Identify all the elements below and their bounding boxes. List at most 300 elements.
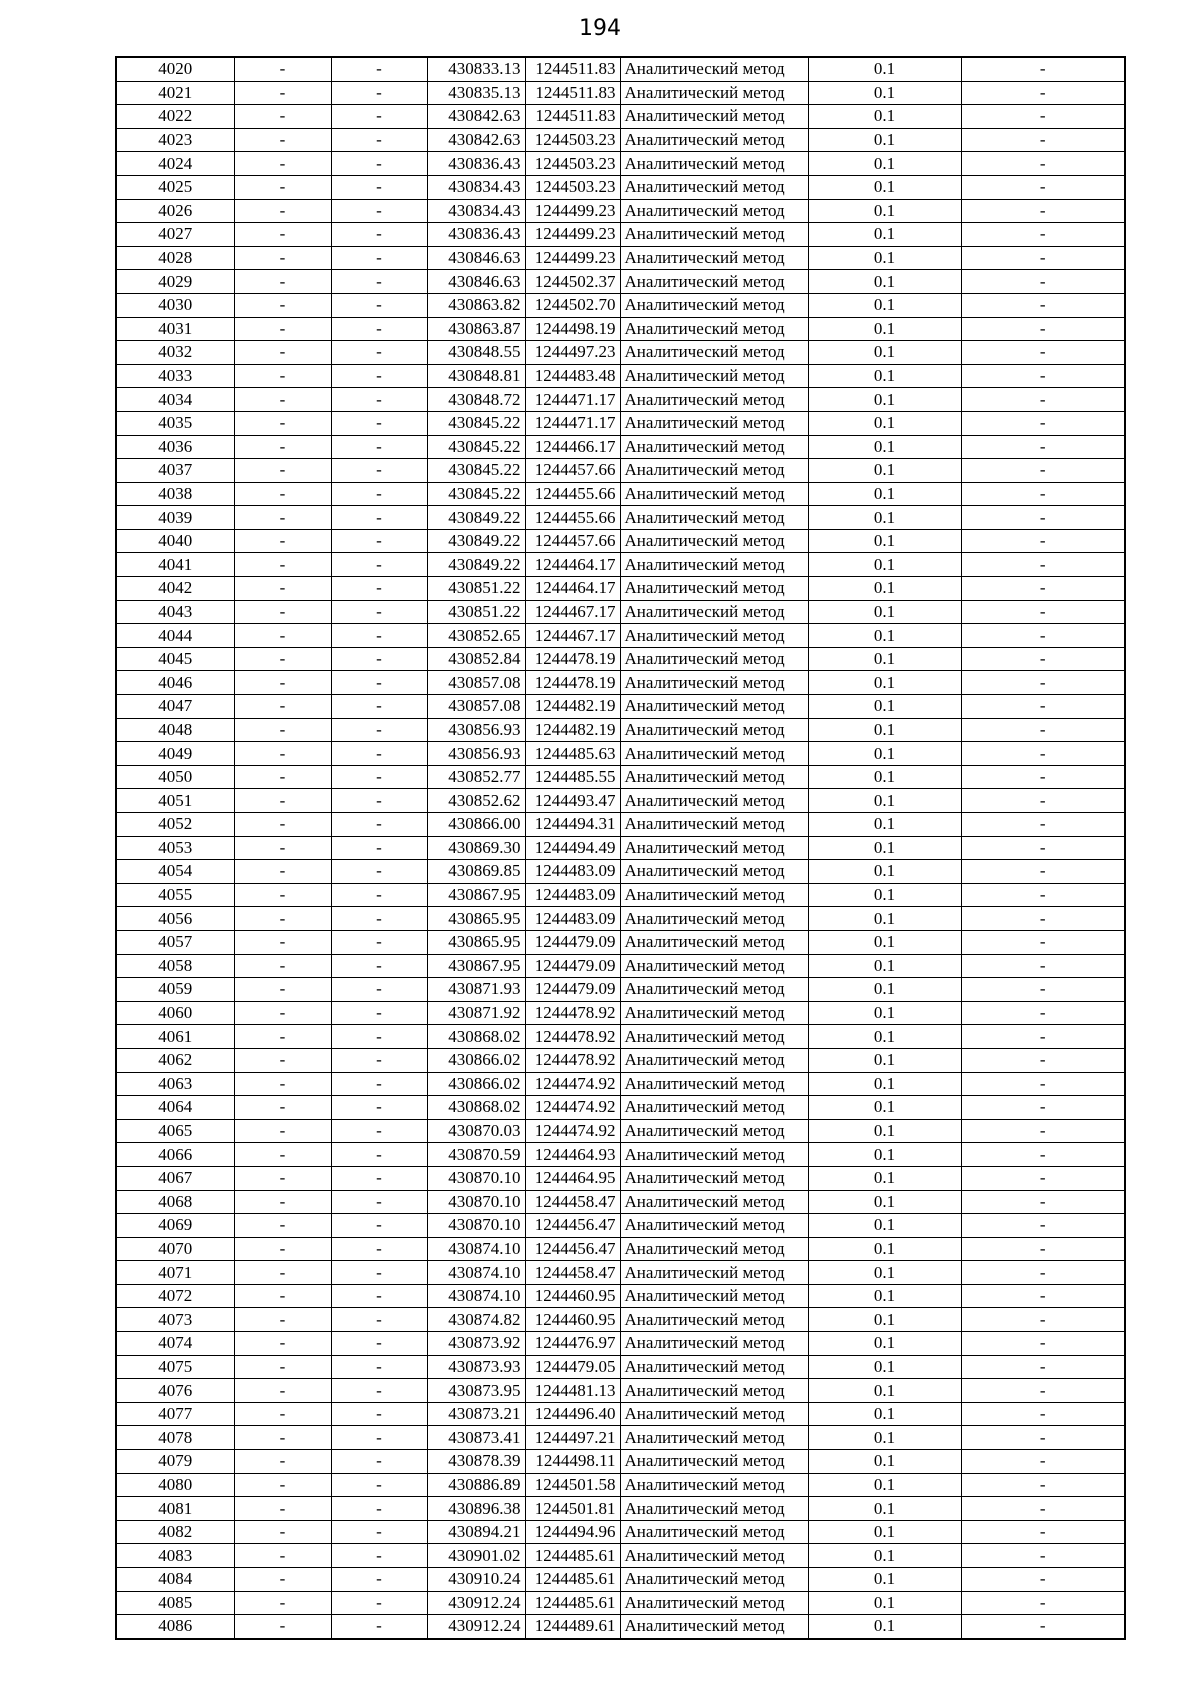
y-coordinate-cell: 1244455.66	[525, 482, 620, 506]
empty-dash-cell: -	[961, 270, 1125, 294]
empty-dash-cell: -	[961, 1261, 1125, 1285]
y-coordinate-cell: 1244464.95	[525, 1166, 620, 1190]
table-row	[116, 341, 1125, 365]
x-coordinate-cell: 430874.10	[427, 1284, 525, 1308]
accuracy-cell: 0.1	[808, 223, 961, 247]
y-coordinate-cell: 1244501.58	[525, 1473, 620, 1497]
x-coordinate-cell: 430878.39	[427, 1450, 525, 1474]
empty-dash-cell: -	[961, 647, 1125, 671]
x-coordinate-cell: 430846.63	[427, 270, 525, 294]
point-number-cell: 4070	[116, 1237, 234, 1261]
empty-dash-cell: -	[961, 1119, 1125, 1143]
y-coordinate-cell: 1244479.09	[525, 978, 620, 1002]
empty-dash-cell: -	[234, 1190, 331, 1214]
empty-dash-cell: -	[961, 506, 1125, 530]
empty-dash-cell: -	[331, 105, 427, 129]
empty-dash-cell: -	[961, 1426, 1125, 1450]
table-row	[116, 128, 1125, 152]
table-row	[116, 954, 1125, 978]
accuracy-cell: 0.1	[808, 317, 961, 341]
x-coordinate-cell: 430866.02	[427, 1048, 525, 1072]
empty-dash-cell: -	[234, 388, 331, 412]
method-cell: Аналитический метод	[620, 1379, 808, 1403]
empty-dash-cell: -	[331, 1332, 427, 1356]
accuracy-cell: 0.1	[808, 1214, 961, 1238]
x-coordinate-cell: 430849.22	[427, 529, 525, 553]
method-cell: Аналитический метод	[620, 152, 808, 176]
empty-dash-cell: -	[961, 1473, 1125, 1497]
empty-dash-cell: -	[234, 1402, 331, 1426]
method-cell: Аналитический метод	[620, 1096, 808, 1120]
empty-dash-cell: -	[331, 978, 427, 1002]
empty-dash-cell: -	[234, 1237, 331, 1261]
empty-dash-cell: -	[234, 600, 331, 624]
method-cell: Аналитический метод	[620, 907, 808, 931]
x-coordinate-cell: 430835.13	[427, 81, 525, 105]
empty-dash-cell: -	[234, 57, 331, 81]
table-row	[116, 459, 1125, 483]
empty-dash-cell: -	[234, 199, 331, 223]
method-cell: Аналитический метод	[620, 978, 808, 1002]
table-row	[116, 883, 1125, 907]
empty-dash-cell: -	[961, 1591, 1125, 1615]
accuracy-cell: 0.1	[808, 1261, 961, 1285]
y-coordinate-cell: 1244483.09	[525, 860, 620, 884]
empty-dash-cell: -	[331, 1308, 427, 1332]
x-coordinate-cell: 430852.84	[427, 647, 525, 671]
method-cell: Аналитический метод	[620, 1402, 808, 1426]
point-number-cell: 4055	[116, 883, 234, 907]
accuracy-cell: 0.1	[808, 577, 961, 601]
y-coordinate-cell: 1244478.92	[525, 1001, 620, 1025]
x-coordinate-cell: 430846.63	[427, 246, 525, 270]
method-cell: Аналитический метод	[620, 270, 808, 294]
y-coordinate-cell: 1244474.92	[525, 1072, 620, 1096]
y-coordinate-cell: 1244496.40	[525, 1402, 620, 1426]
point-number-cell: 4074	[116, 1332, 234, 1356]
x-coordinate-cell: 430845.22	[427, 459, 525, 483]
point-number-cell: 4026	[116, 199, 234, 223]
accuracy-cell: 0.1	[808, 600, 961, 624]
table-row	[116, 199, 1125, 223]
point-number-cell: 4033	[116, 364, 234, 388]
empty-dash-cell: -	[961, 1379, 1125, 1403]
empty-dash-cell: -	[234, 1520, 331, 1544]
y-coordinate-cell: 1244485.61	[525, 1568, 620, 1592]
y-coordinate-cell: 1244503.23	[525, 152, 620, 176]
empty-dash-cell: -	[331, 1025, 427, 1049]
x-coordinate-cell: 430857.08	[427, 695, 525, 719]
x-coordinate-cell: 430834.43	[427, 175, 525, 199]
y-coordinate-cell: 1244482.19	[525, 695, 620, 719]
method-cell: Аналитический метод	[620, 765, 808, 789]
empty-dash-cell: -	[961, 1308, 1125, 1332]
table-row	[116, 482, 1125, 506]
point-number-cell: 4036	[116, 435, 234, 459]
y-coordinate-cell: 1244483.09	[525, 883, 620, 907]
method-cell: Аналитический метод	[620, 1615, 808, 1639]
x-coordinate-cell: 430868.02	[427, 1025, 525, 1049]
method-cell: Аналитический метод	[620, 695, 808, 719]
accuracy-cell: 0.1	[808, 364, 961, 388]
method-cell: Аналитический метод	[620, 1119, 808, 1143]
point-number-cell: 4056	[116, 907, 234, 931]
table-row	[116, 1308, 1125, 1332]
method-cell: Аналитический метод	[620, 341, 808, 365]
empty-dash-cell: -	[961, 364, 1125, 388]
empty-dash-cell: -	[234, 1001, 331, 1025]
point-number-cell: 4057	[116, 930, 234, 954]
method-cell: Аналитический метод	[620, 1473, 808, 1497]
table-row	[116, 577, 1125, 601]
method-cell: Аналитический метод	[620, 317, 808, 341]
table-row	[116, 765, 1125, 789]
point-number-cell: 4066	[116, 1143, 234, 1167]
empty-dash-cell: -	[331, 411, 427, 435]
empty-dash-cell: -	[331, 1402, 427, 1426]
point-number-cell: 4028	[116, 246, 234, 270]
empty-dash-cell: -	[234, 742, 331, 766]
method-cell: Аналитический метод	[620, 1072, 808, 1096]
table-row	[116, 647, 1125, 671]
empty-dash-cell: -	[961, 1615, 1125, 1639]
method-cell: Аналитический метод	[620, 1001, 808, 1025]
table-row	[116, 105, 1125, 129]
empty-dash-cell: -	[961, 223, 1125, 247]
empty-dash-cell: -	[961, 1284, 1125, 1308]
table-row	[116, 81, 1125, 105]
point-number-cell: 4058	[116, 954, 234, 978]
empty-dash-cell: -	[331, 1450, 427, 1474]
point-number-cell: 4053	[116, 836, 234, 860]
empty-dash-cell: -	[234, 341, 331, 365]
point-number-cell: 4023	[116, 128, 234, 152]
x-coordinate-cell: 430833.13	[427, 57, 525, 81]
point-number-cell: 4069	[116, 1214, 234, 1238]
method-cell: Аналитический метод	[620, 459, 808, 483]
accuracy-cell: 0.1	[808, 1520, 961, 1544]
x-coordinate-cell: 430870.10	[427, 1166, 525, 1190]
method-cell: Аналитический метод	[620, 742, 808, 766]
x-coordinate-cell: 430845.22	[427, 411, 525, 435]
empty-dash-cell: -	[331, 435, 427, 459]
method-cell: Аналитический метод	[620, 506, 808, 530]
empty-dash-cell: -	[331, 482, 427, 506]
empty-dash-cell: -	[331, 459, 427, 483]
empty-dash-cell: -	[331, 860, 427, 884]
accuracy-cell: 0.1	[808, 1237, 961, 1261]
empty-dash-cell: -	[961, 199, 1125, 223]
y-coordinate-cell: 1244481.13	[525, 1379, 620, 1403]
empty-dash-cell: -	[961, 1544, 1125, 1568]
x-coordinate-cell: 430871.93	[427, 978, 525, 1002]
x-coordinate-cell: 430863.82	[427, 293, 525, 317]
accuracy-cell: 0.1	[808, 1568, 961, 1592]
accuracy-cell: 0.1	[808, 742, 961, 766]
x-coordinate-cell: 430873.41	[427, 1426, 525, 1450]
x-coordinate-cell: 430867.95	[427, 954, 525, 978]
table-row	[116, 1426, 1125, 1450]
method-cell: Аналитический метод	[620, 128, 808, 152]
empty-dash-cell: -	[234, 482, 331, 506]
method-cell: Аналитический метод	[620, 930, 808, 954]
y-coordinate-cell: 1244497.23	[525, 341, 620, 365]
x-coordinate-cell: 430912.24	[427, 1615, 525, 1639]
method-cell: Аналитический метод	[620, 1355, 808, 1379]
accuracy-cell: 0.1	[808, 1497, 961, 1521]
x-coordinate-cell: 430848.72	[427, 388, 525, 412]
point-number-cell: 4081	[116, 1497, 234, 1521]
point-number-cell: 4050	[116, 765, 234, 789]
table-row	[116, 152, 1125, 176]
y-coordinate-cell: 1244501.81	[525, 1497, 620, 1521]
y-coordinate-cell: 1244485.55	[525, 765, 620, 789]
y-coordinate-cell: 1244457.66	[525, 529, 620, 553]
empty-dash-cell: -	[961, 765, 1125, 789]
x-coordinate-cell: 430869.85	[427, 860, 525, 884]
point-number-cell: 4034	[116, 388, 234, 412]
empty-dash-cell: -	[234, 175, 331, 199]
method-cell: Аналитический метод	[620, 1143, 808, 1167]
empty-dash-cell: -	[234, 1143, 331, 1167]
x-coordinate-cell: 430852.77	[427, 765, 525, 789]
accuracy-cell: 0.1	[808, 293, 961, 317]
table-row	[116, 671, 1125, 695]
empty-dash-cell: -	[961, 954, 1125, 978]
accuracy-cell: 0.1	[808, 1544, 961, 1568]
empty-dash-cell: -	[961, 388, 1125, 412]
point-number-cell: 4052	[116, 813, 234, 837]
accuracy-cell: 0.1	[808, 1355, 961, 1379]
x-coordinate-cell: 430896.38	[427, 1497, 525, 1521]
method-cell: Аналитический метод	[620, 1308, 808, 1332]
table-row	[116, 364, 1125, 388]
point-number-cell: 4060	[116, 1001, 234, 1025]
empty-dash-cell: -	[961, 553, 1125, 577]
table-row	[116, 1473, 1125, 1497]
method-cell: Аналитический метод	[620, 1214, 808, 1238]
accuracy-cell: 0.1	[808, 199, 961, 223]
point-number-cell: 4029	[116, 270, 234, 294]
y-coordinate-cell: 1244464.17	[525, 577, 620, 601]
x-coordinate-cell: 430870.03	[427, 1119, 525, 1143]
method-cell: Аналитический метод	[620, 199, 808, 223]
table-row	[116, 1001, 1125, 1025]
empty-dash-cell: -	[331, 1615, 427, 1639]
method-cell: Аналитический метод	[620, 57, 808, 81]
method-cell: Аналитический метод	[620, 1025, 808, 1049]
empty-dash-cell: -	[961, 1001, 1125, 1025]
x-coordinate-cell: 430856.93	[427, 718, 525, 742]
empty-dash-cell: -	[331, 246, 427, 270]
table-row	[116, 529, 1125, 553]
empty-dash-cell: -	[234, 1379, 331, 1403]
x-coordinate-cell: 430873.21	[427, 1402, 525, 1426]
method-cell: Аналитический метод	[620, 600, 808, 624]
accuracy-cell: 0.1	[808, 270, 961, 294]
method-cell: Аналитический метод	[620, 1237, 808, 1261]
y-coordinate-cell: 1244458.47	[525, 1190, 620, 1214]
table-row	[116, 1615, 1125, 1639]
empty-dash-cell: -	[331, 388, 427, 412]
accuracy-cell: 0.1	[808, 1119, 961, 1143]
accuracy-cell: 0.1	[808, 860, 961, 884]
empty-dash-cell: -	[331, 57, 427, 81]
accuracy-cell: 0.1	[808, 553, 961, 577]
table-body	[116, 57, 1125, 1639]
point-number-cell: 4072	[116, 1284, 234, 1308]
accuracy-cell: 0.1	[808, 1096, 961, 1120]
x-coordinate-cell: 430836.43	[427, 223, 525, 247]
empty-dash-cell: -	[961, 1450, 1125, 1474]
table-row	[116, 1402, 1125, 1426]
empty-dash-cell: -	[331, 1261, 427, 1285]
point-number-cell: 4035	[116, 411, 234, 435]
method-cell: Аналитический метод	[620, 529, 808, 553]
accuracy-cell: 0.1	[808, 1284, 961, 1308]
x-coordinate-cell: 430851.22	[427, 600, 525, 624]
y-coordinate-cell: 1244498.11	[525, 1450, 620, 1474]
point-number-cell: 4054	[116, 860, 234, 884]
y-coordinate-cell: 1244494.96	[525, 1520, 620, 1544]
method-cell: Аналитический метод	[620, 553, 808, 577]
x-coordinate-cell: 430894.21	[427, 1520, 525, 1544]
y-coordinate-cell: 1244485.61	[525, 1544, 620, 1568]
accuracy-cell: 0.1	[808, 1332, 961, 1356]
table-row	[116, 506, 1125, 530]
method-cell: Аналитический метод	[620, 1426, 808, 1450]
empty-dash-cell: -	[961, 341, 1125, 365]
empty-dash-cell: -	[234, 860, 331, 884]
accuracy-cell: 0.1	[808, 1379, 961, 1403]
method-cell: Аналитический метод	[620, 1497, 808, 1521]
empty-dash-cell: -	[961, 105, 1125, 129]
x-coordinate-cell: 430848.81	[427, 364, 525, 388]
empty-dash-cell: -	[234, 907, 331, 931]
empty-dash-cell: -	[961, 1048, 1125, 1072]
empty-dash-cell: -	[961, 529, 1125, 553]
empty-dash-cell: -	[961, 317, 1125, 341]
x-coordinate-cell: 430870.10	[427, 1214, 525, 1238]
empty-dash-cell: -	[331, 223, 427, 247]
coordinates-table	[115, 56, 1126, 1640]
empty-dash-cell: -	[331, 954, 427, 978]
y-coordinate-cell: 1244479.09	[525, 954, 620, 978]
accuracy-cell: 0.1	[808, 695, 961, 719]
empty-dash-cell: -	[331, 1166, 427, 1190]
accuracy-cell: 0.1	[808, 246, 961, 270]
empty-dash-cell: -	[961, 152, 1125, 176]
y-coordinate-cell: 1244485.63	[525, 742, 620, 766]
empty-dash-cell: -	[331, 199, 427, 223]
y-coordinate-cell: 1244456.47	[525, 1214, 620, 1238]
y-coordinate-cell: 1244457.66	[525, 459, 620, 483]
empty-dash-cell: -	[234, 1332, 331, 1356]
y-coordinate-cell: 1244489.61	[525, 1615, 620, 1639]
empty-dash-cell: -	[331, 1143, 427, 1167]
y-coordinate-cell: 1244479.05	[525, 1355, 620, 1379]
point-number-cell: 4078	[116, 1426, 234, 1450]
empty-dash-cell: -	[234, 1497, 331, 1521]
table-row	[116, 1072, 1125, 1096]
point-number-cell: 4080	[116, 1473, 234, 1497]
empty-dash-cell: -	[234, 1591, 331, 1615]
y-coordinate-cell: 1244502.37	[525, 270, 620, 294]
point-number-cell: 4084	[116, 1568, 234, 1592]
empty-dash-cell: -	[234, 883, 331, 907]
empty-dash-cell: -	[331, 553, 427, 577]
y-coordinate-cell: 1244474.92	[525, 1119, 620, 1143]
empty-dash-cell: -	[961, 883, 1125, 907]
accuracy-cell: 0.1	[808, 175, 961, 199]
accuracy-cell: 0.1	[808, 930, 961, 954]
y-coordinate-cell: 1244467.17	[525, 600, 620, 624]
table-row	[116, 624, 1125, 648]
empty-dash-cell: -	[331, 742, 427, 766]
empty-dash-cell: -	[331, 1001, 427, 1025]
empty-dash-cell: -	[961, 978, 1125, 1002]
y-coordinate-cell: 1244511.83	[525, 105, 620, 129]
table-row	[116, 435, 1125, 459]
table-row	[116, 270, 1125, 294]
y-coordinate-cell: 1244464.93	[525, 1143, 620, 1167]
empty-dash-cell: -	[961, 1190, 1125, 1214]
accuracy-cell: 0.1	[808, 1001, 961, 1025]
empty-dash-cell: -	[961, 624, 1125, 648]
empty-dash-cell: -	[234, 1615, 331, 1639]
y-coordinate-cell: 1244466.17	[525, 435, 620, 459]
point-number-cell: 4079	[116, 1450, 234, 1474]
accuracy-cell: 0.1	[808, 765, 961, 789]
table-row	[116, 1190, 1125, 1214]
y-coordinate-cell: 1244467.17	[525, 624, 620, 648]
x-coordinate-cell: 430871.92	[427, 1001, 525, 1025]
empty-dash-cell: -	[234, 270, 331, 294]
table-row	[116, 1119, 1125, 1143]
empty-dash-cell: -	[234, 765, 331, 789]
accuracy-cell: 0.1	[808, 57, 961, 81]
point-number-cell: 4025	[116, 175, 234, 199]
empty-dash-cell: -	[234, 1308, 331, 1332]
table-row	[116, 1355, 1125, 1379]
empty-dash-cell: -	[331, 128, 427, 152]
empty-dash-cell: -	[961, 1025, 1125, 1049]
accuracy-cell: 0.1	[808, 907, 961, 931]
method-cell: Аналитический метод	[620, 1544, 808, 1568]
x-coordinate-cell: 430852.62	[427, 789, 525, 813]
x-coordinate-cell: 430856.93	[427, 742, 525, 766]
empty-dash-cell: -	[961, 600, 1125, 624]
empty-dash-cell: -	[331, 836, 427, 860]
method-cell: Аналитический метод	[620, 364, 808, 388]
accuracy-cell: 0.1	[808, 1402, 961, 1426]
method-cell: Аналитический метод	[620, 411, 808, 435]
point-number-cell: 4020	[116, 57, 234, 81]
point-number-cell: 4044	[116, 624, 234, 648]
point-number-cell: 4040	[116, 529, 234, 553]
point-number-cell: 4021	[116, 81, 234, 105]
empty-dash-cell: -	[234, 1096, 331, 1120]
y-coordinate-cell: 1244498.19	[525, 317, 620, 341]
method-cell: Аналитический метод	[620, 1048, 808, 1072]
y-coordinate-cell: 1244503.23	[525, 175, 620, 199]
table-row	[116, 411, 1125, 435]
x-coordinate-cell: 430834.43	[427, 199, 525, 223]
point-number-cell: 4046	[116, 671, 234, 695]
point-number-cell: 4077	[116, 1402, 234, 1426]
empty-dash-cell: -	[234, 1166, 331, 1190]
y-coordinate-cell: 1244478.92	[525, 1048, 620, 1072]
